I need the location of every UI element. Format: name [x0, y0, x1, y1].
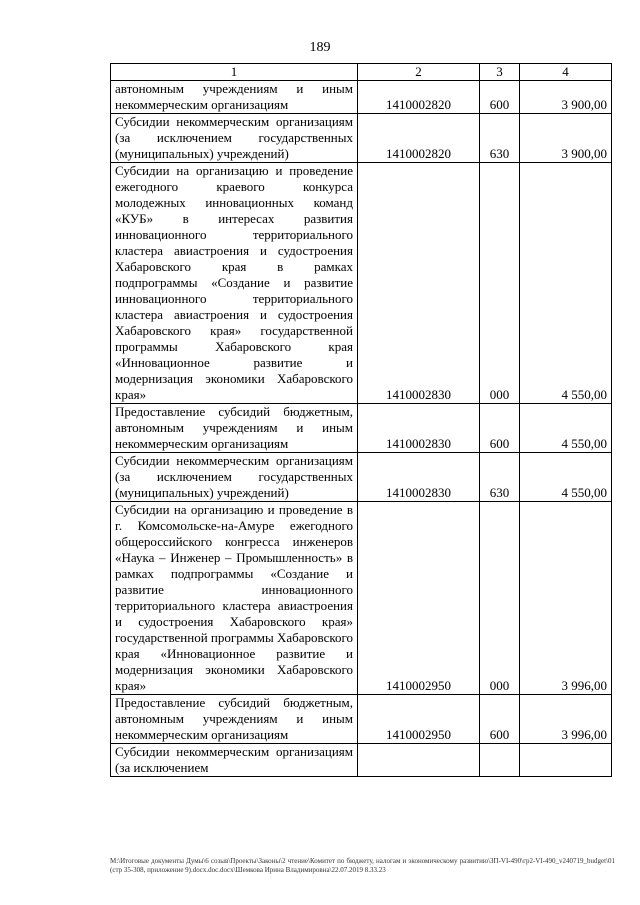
row-target-code: 1410002830	[358, 453, 480, 502]
table-row	[111, 744, 612, 777]
row-amount: 3 996,00	[520, 695, 612, 744]
row-expense-type: 630	[480, 114, 520, 163]
document-file-path-footer: M:\Итоговые документы Думы\6 созыв\Проекты\Законы\2 чтение\Комитет по бюджету, налогам и экономическому развитию\ЗП-VI-490\гр2-VI-490_v240719_budget\01(стр 35-308, приложение 9).docx.doc.docx\Шемкова Ирина Владимировна\22.07.2019 8.33.23	[110, 857, 615, 874]
row-target-code	[358, 744, 480, 777]
column-header-4: 4	[520, 64, 612, 81]
row-amount: 3 900,00	[520, 114, 612, 163]
row-target-code: 1410002950	[358, 502, 480, 695]
row-expense-type: 000	[480, 502, 520, 695]
row-description: Субсидии на организацию и проведение в г. Комсомольске-на-Амуре ежегодного общероссийского конгресса инженеров «Наука – Инженер – Промышленность» в рамках подпрограммы «Создание и развитие инновационного территориального кластера авиастроения и судостроения Хабаровского края» государственной программы Хабаровского края «Инновационное развитие и модернизация экономики Хабаровского края»	[111, 502, 358, 695]
row-description: Субсидии на организацию и проведение ежегодного краевого конкурса молодежных инновационных команд «КУБ» в интересах развития инновационного территориального кластера авиастроения и судостроения Хабаровского края в рамках подпрограммы «Создание и развитие инновационного территориального кластера авиастроения и судостроения Хабаровского края» государственной программы Хабаровского края «Инновационное развитие и модернизация экономики Хабаровского края»	[111, 163, 358, 404]
row-description: автономным учреждениям и иным некоммерческим организациям	[111, 81, 358, 114]
row-expense-type: 600	[480, 695, 520, 744]
row-description: Субсидии некоммерческим организациям (за исключением государственных (муниципальных) учреждений)	[111, 453, 358, 502]
table-row	[111, 81, 612, 114]
row-amount: 3 996,00	[520, 502, 612, 695]
row-expense-type: 630	[480, 453, 520, 502]
row-amount: 4 550,00	[520, 163, 612, 404]
table-row	[111, 404, 612, 453]
column-header-2: 2	[358, 64, 480, 81]
row-amount: 4 550,00	[520, 404, 612, 453]
budget-table	[110, 63, 612, 777]
row-amount	[520, 744, 612, 777]
row-target-code: 1410002830	[358, 163, 480, 404]
table-row	[111, 502, 612, 695]
row-expense-type: 600	[480, 81, 520, 114]
row-target-code: 1410002820	[358, 81, 480, 114]
table-row	[111, 163, 612, 404]
column-header-1: 1	[111, 64, 358, 81]
row-target-code: 1410002830	[358, 404, 480, 453]
row-description: Субсидии некоммерческим организациям (за исключением	[111, 744, 358, 777]
row-description: Субсидии некоммерческим организациям (за исключением государственных (муниципальных) учреждений)	[111, 114, 358, 163]
row-expense-type: 600	[480, 404, 520, 453]
row-amount: 4 550,00	[520, 453, 612, 502]
page-number: 189	[309, 40, 331, 55]
row-expense-type	[480, 744, 520, 777]
table-header-row	[111, 64, 612, 81]
column-header-3: 3	[480, 64, 520, 81]
row-target-code: 1410002820	[358, 114, 480, 163]
row-target-code: 1410002950	[358, 695, 480, 744]
table-row	[111, 453, 612, 502]
row-expense-type: 000	[480, 163, 520, 404]
table-row	[111, 114, 612, 163]
row-description: Предоставление субсидий бюджетным, автономным учреждениям и иным некоммерческим организациям	[111, 404, 358, 453]
table-row	[111, 695, 612, 744]
row-amount: 3 900,00	[520, 81, 612, 114]
row-description: Предоставление субсидий бюджетным, автономным учреждениям и иным некоммерческим организациям	[111, 695, 358, 744]
